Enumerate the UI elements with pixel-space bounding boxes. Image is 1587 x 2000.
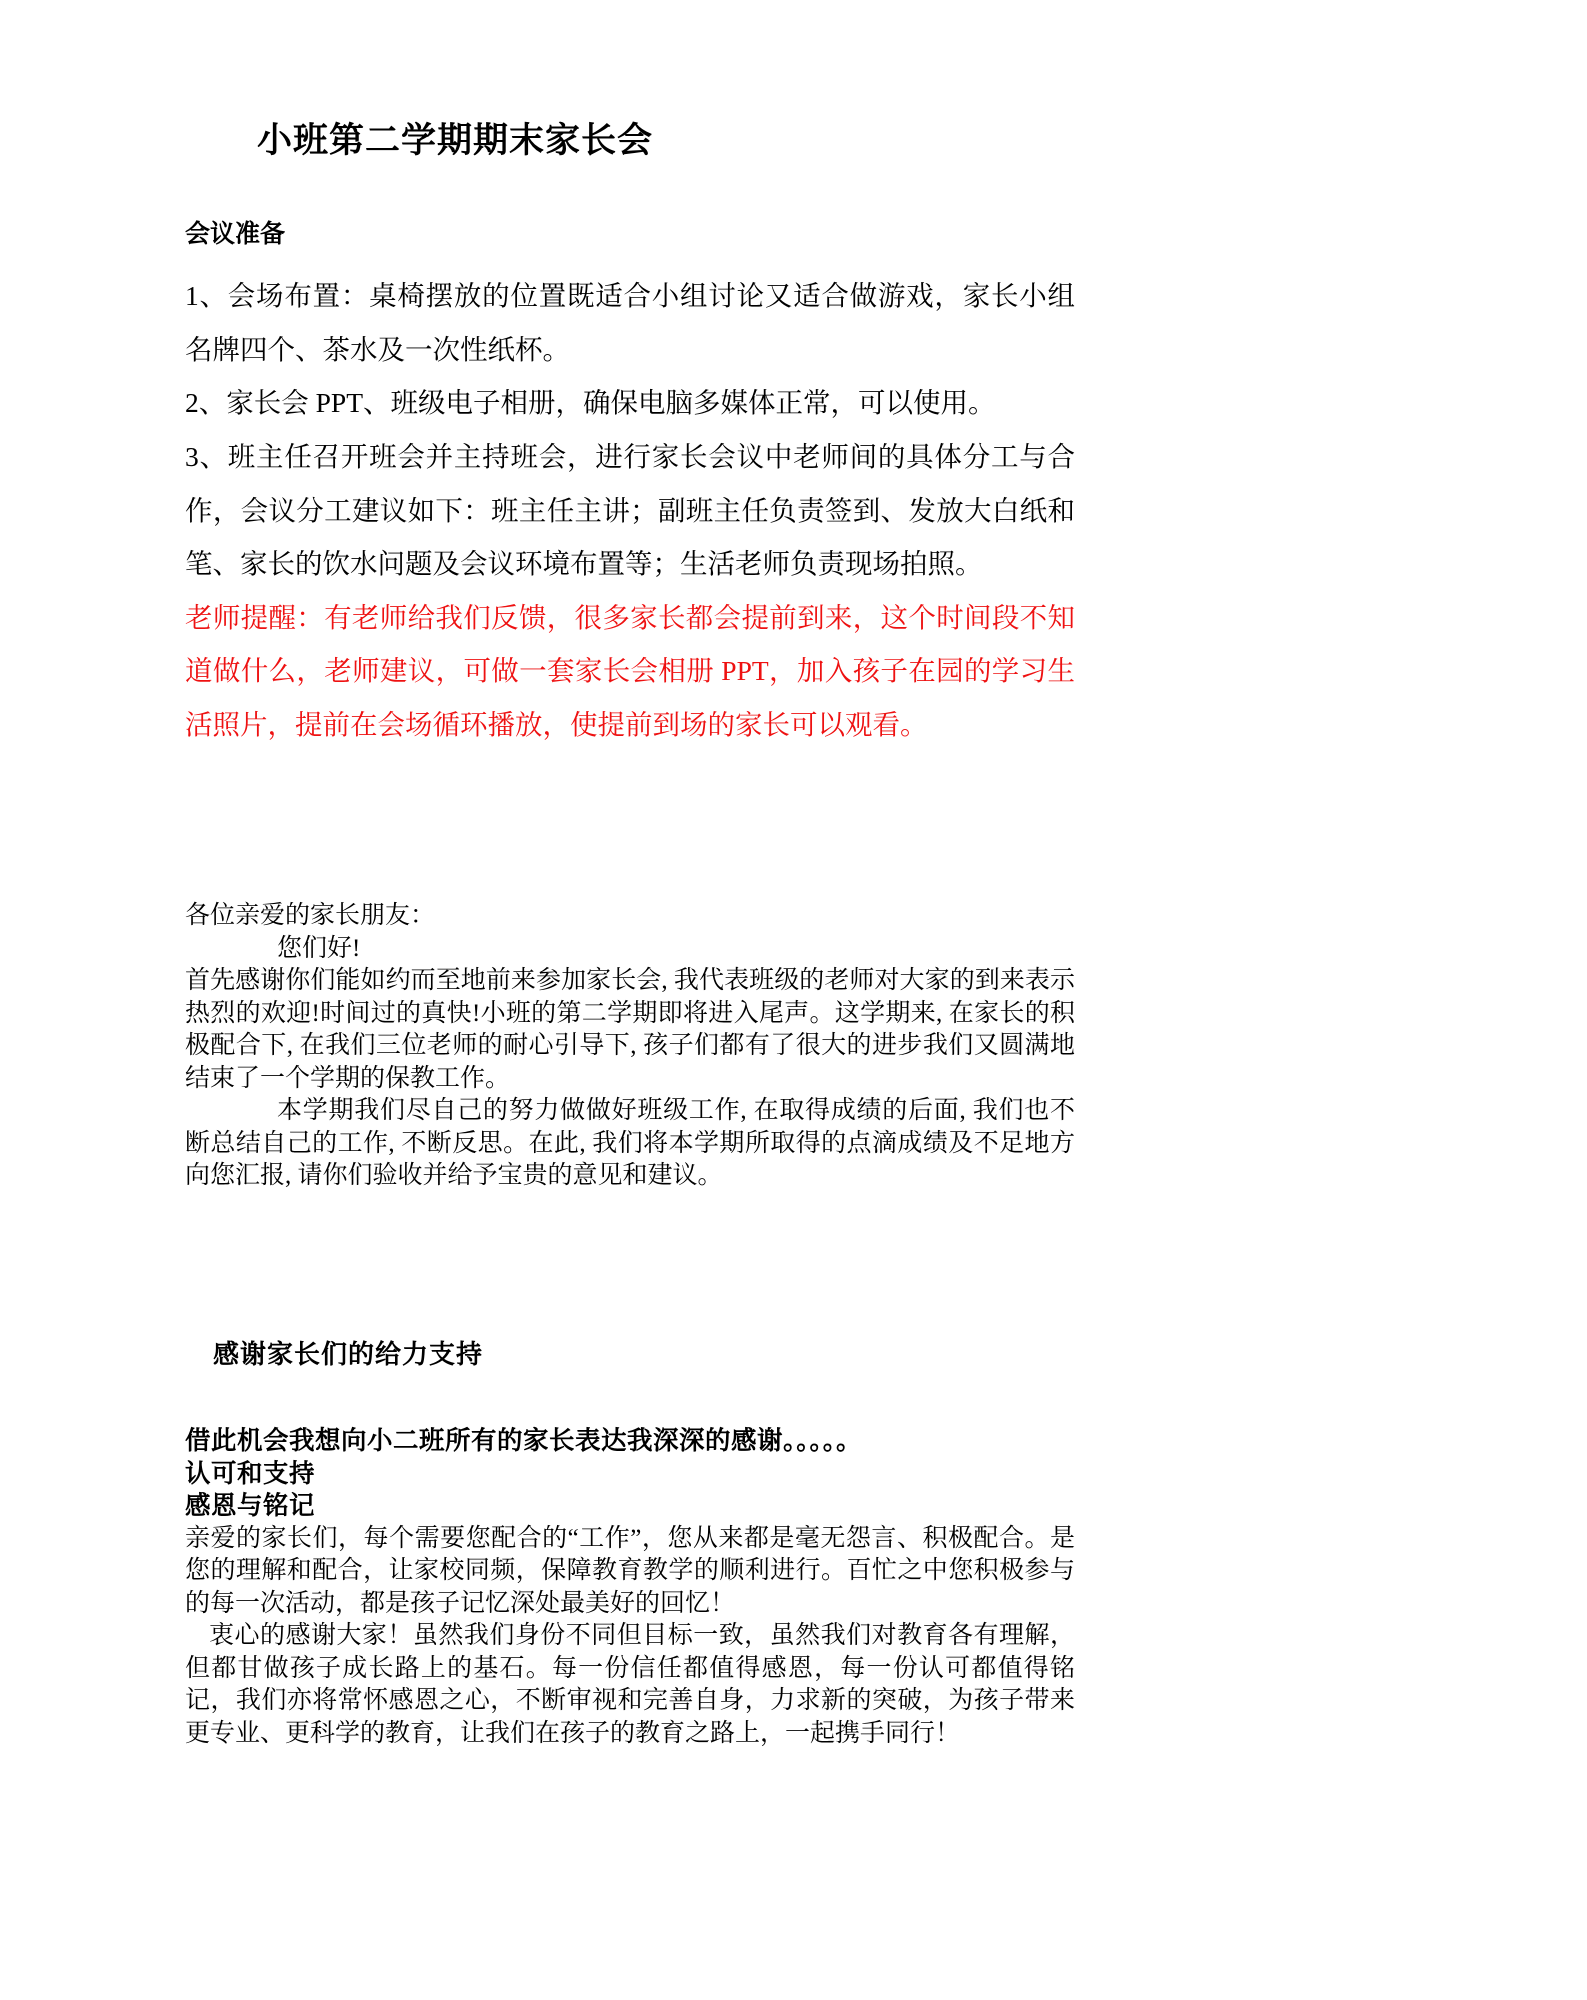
letter-salutation: 各位亲爱的家长朋友： [185, 902, 436, 929]
letter-paragraph-2: 本学期我们尽自己的努力做做好班级工作, 在取得成绩的后面, 我们也不断总结自己的工作, 不断反思。在此, 我们将本学期所取得的点滴成绩及不足地方向您汇报, 请你们验收并给予宝贵的意见和建议。 [185, 1097, 1075, 1189]
letter-greeting: 您们好! [277, 934, 361, 962]
meeting-preparation-section [185, 222, 1075, 752]
teacher-reminder-note: 老师提醒：有老师给我们反馈，很多家长都会提前到来，这个时间段不知道做什么，老师建议，可做一套家长会相册 PPT，加入孩子在园的学习生活照片，提前在会场循环播放，使提前到场的家长可以观看。 [185, 601, 1075, 740]
thanks-subheading-2: 感恩与铭记 [185, 1491, 316, 1521]
prep-item-2: 2、家长会 PPT、班级电子相册，确保电脑多媒体正常，可以使用。 [185, 387, 996, 419]
thanks-section-body [185, 1425, 1075, 1750]
meeting-preparation-heading: 会议准备 [185, 221, 286, 248]
prep-item-1: 1、会场布置：桌椅摆放的位置既适合小组讨论又适合做游戏，家长小组名牌四个、茶水及一次性纸杯。 [185, 280, 1075, 365]
letter-body-section [185, 900, 1075, 1193]
thanks-paragraph-2: 衷心的感谢大家！虽然我们身份不同但目标一致，虽然我们对教育各有理解，但都甘做孩子成长路上的基石。每一份信任都值得感恩，每一份认可都值得铭记，我们亦将常怀感恩之心，不断审视和完善自身，力求新的突破，为孩子带来更专业、更科学的教育，让我们在孩子的教育之路上，一起携手同行！ [185, 1622, 1075, 1747]
thanks-section-heading: 感谢家长们的给力支持 [213, 1340, 484, 1369]
page-title: 小班第二学期期末家长会 [257, 121, 654, 160]
thanks-subheading-1: 认可和支持 [185, 1458, 316, 1488]
prep-item-3: 3、班主任召开班会并主持班会，进行家长会议中老师间的具体分工与合作，会议分工建议如下：班主任主讲；副班主任负责签到、发放大白纸和笔、家长的饮水问题及会议环境布置等；生活老师负责现场拍照。 [185, 440, 1075, 580]
thanks-paragraph-1: 亲爱的家长们，每个需要您配合的“工作”，您从来都是毫无怨言、积极配合。是您的理解和配合，让家校同频，保障教育教学的顺利进行。百忙之中您积极参与的每一次活动，都是孩子记忆深处最美好的回忆！ [185, 1524, 1075, 1617]
thanks-lead-line: 借此机会我想向小二班所有的家长表达我深深的感谢。。。。。 [185, 1426, 863, 1455]
letter-paragraph-1: 首先感谢你们能如约而至地前来参加家长会, 我代表班级的老师对大家的到来表示热烈的欢迎!时间过的真快!小班的第二学期即将进入尾声。这学期来, 在家长的积极配合下, 在我们三位老师的耐心引导下, 孩子们都有了很大的进步我们又圆满地结束了一个学期的保教工作。 [185, 967, 1075, 1092]
